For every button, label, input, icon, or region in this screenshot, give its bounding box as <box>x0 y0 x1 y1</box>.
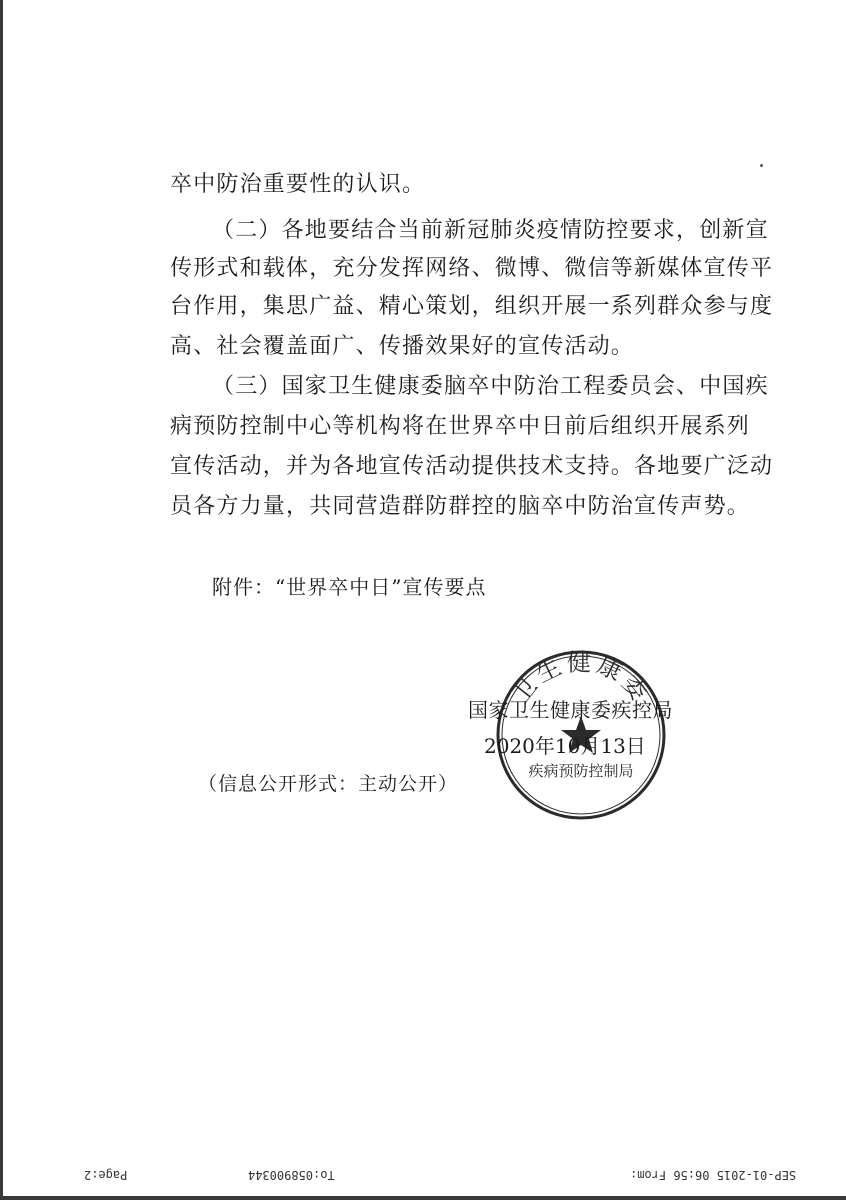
body-line-2: （二）各地要结合当前新冠肺炎疫情防控要求，创新宣 <box>212 218 769 243</box>
seal-bottom-text: 疾病预防控制局 <box>528 762 634 780</box>
body-line-8: 宣传活动，并为各地宣传活动提供技术支持。各地要广泛动 <box>170 454 774 479</box>
body-line-4: 台作用，集思广益、精心策划，组织开展一系列群众参与度 <box>170 294 774 319</box>
body-line-3: 传形式和载体，充分发挥网络、微博、微信等新媒体宣传平 <box>170 256 774 281</box>
body-line-6: （三）国家卫生健康委脑卒中防治工程委员会、中国疾 <box>212 374 769 399</box>
fax-page-number: Page:2 <box>84 1168 128 1182</box>
scan-border-left <box>0 0 3 1200</box>
body-line-1: 卒中防治重要性的认识。 <box>170 172 426 197</box>
fax-recipient: To:058900344 <box>248 1168 335 1182</box>
scan-border-bottom <box>0 1196 846 1200</box>
seal-outer-text: 卫生健康委 <box>506 648 656 709</box>
signing-organization: 国家卫生健康委疾控局 <box>468 698 673 722</box>
body-line-9: 员各方力量，共同营造群防群控的脑卒中防治宣传声势。 <box>170 494 751 519</box>
fax-sender-timestamp: SEP-01-2015 06:56 From: <box>630 1168 797 1182</box>
signing-date: 2020年10月13日 <box>484 734 646 758</box>
body-line-5: 高、社会覆盖面广、传播效果好的宣传活动。 <box>170 334 635 359</box>
body-line-7: 病预防控制中心等机构将在世界卒中日前后组织开展系列 <box>170 414 751 439</box>
scan-speck <box>760 164 763 167</box>
disclosure-note: （信息公开形式：主动公开） <box>198 773 459 795</box>
attachment-line: 附件：“世界卒中日”宣传要点 <box>212 575 487 599</box>
